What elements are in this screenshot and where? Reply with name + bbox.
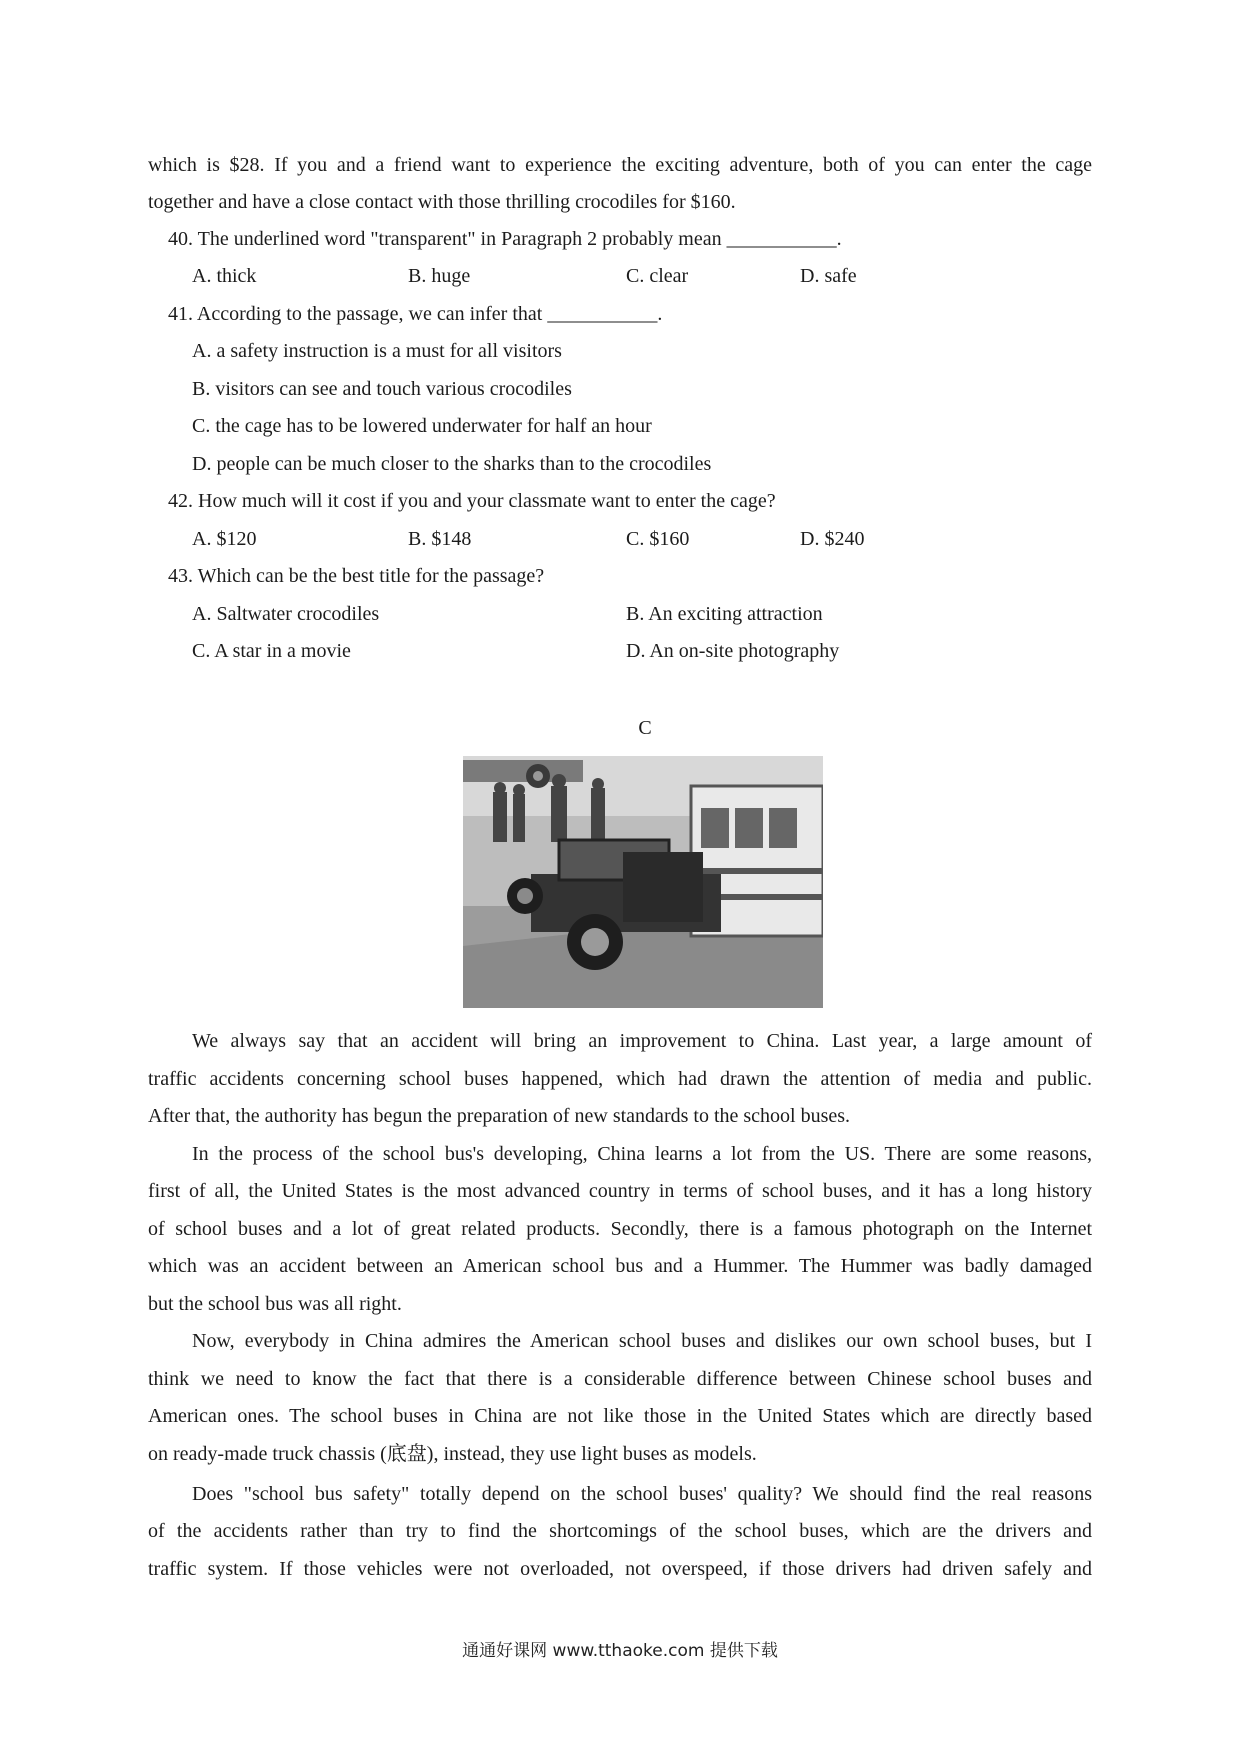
passage-c-p4-line-2: of the accidents rather than try to find the shortcomings of the school buses, which are the drivers and xyxy=(148,1520,1092,1542)
passage-c-p2-line-5: but the school bus was all right. xyxy=(148,1293,402,1315)
question-41-option-a: A. a safety instruction is a must for all visitors xyxy=(192,340,562,362)
question-43-option-c: C. A star in a movie xyxy=(192,640,351,662)
passage-c-p4-line-1: Does "school bus safety" totally depend on the school buses' quality? We should find the real reasons xyxy=(192,1483,1092,1505)
question-42-option-d: D. $240 xyxy=(800,528,865,550)
question-43-option-a: A. Saltwater crocodiles xyxy=(192,603,380,625)
passage-c-p2-line-3: of school buses and a lot of great related products. Secondly, there is a famous photograph on the Internet xyxy=(148,1218,1092,1240)
passage-c-p2-line-4: which was an accident between an American school bus and a Hummer. The Hummer was badly damaged xyxy=(148,1255,1092,1277)
question-40-option-c: C. clear xyxy=(626,265,689,287)
passage-c-p2-line-2: first of all, the United States is the most advanced country in terms of school buses, and it has a long history xyxy=(148,1180,1092,1202)
question-41-option-c: C. the cage has to be lowered underwater for half an hour xyxy=(192,415,652,437)
question-40-option-d: D. safe xyxy=(800,265,857,287)
passage-c-p3-line-4: on ready-made truck chassis (底盘), instead, they use light buses as models. xyxy=(148,1443,757,1465)
passage-c-p4-line-3: traffic system. If those vehicles were not overloaded, not overspeed, if those drivers had driven safely and xyxy=(148,1558,1092,1580)
question-41-option-d: D. people can be much closer to the sharks than to the crocodiles xyxy=(192,453,712,475)
question-42-stem: 42. How much will it cost if you and your classmate want to enter the cage? xyxy=(168,490,776,512)
question-42-option-a: A. $120 xyxy=(192,528,257,550)
question-43-stem: 43. Which can be the best title for the passage? xyxy=(168,565,545,587)
section-c-heading: C xyxy=(638,717,652,739)
question-43-option-d: D. An on-site photography xyxy=(626,640,840,662)
passage-c-p3-line-2: think we need to know the fact that there is a considerable difference between Chinese school buses and xyxy=(148,1368,1092,1390)
passage-b-line-2: together and have a close contact with those thrilling crocodiles for $160. xyxy=(148,191,736,213)
passage-c-p3-line-1: Now, everybody in China admires the American school buses and dislikes our own school buses, but I xyxy=(192,1330,1092,1352)
passage-c-p2-line-1: In the process of the school bus's developing, China learns a lot from the US. There are some reasons, xyxy=(192,1143,1092,1165)
passage-c-p1-line-3: After that, the authority has begun the preparation of new standards to the school buses. xyxy=(148,1105,851,1127)
question-42-option-b: B. $148 xyxy=(408,528,472,550)
question-41-stem: 41. According to the passage, we can infer that ___________. xyxy=(168,303,663,325)
accident-photo xyxy=(463,756,823,1008)
question-43-option-b: B. An exciting attraction xyxy=(626,603,823,625)
passage-c-p3-line-3: American ones. The school buses in China are not like those in the United States which are directly based xyxy=(148,1405,1092,1427)
passage-c-p1-line-1: We always say that an accident will bring an improvement to China. Last year, a large amount of xyxy=(192,1030,1092,1052)
question-41-option-b: B. visitors can see and touch various crocodiles xyxy=(192,378,572,400)
question-42-option-c: C. $160 xyxy=(626,528,690,550)
passage-b-line-1: which is $28. If you and a friend want to experience the exciting adventure, both of you can enter the cage xyxy=(148,154,1092,176)
question-40-option-b: B. huge xyxy=(408,265,471,287)
question-40-stem: 40. The underlined word "transparent" in Paragraph 2 probably mean ___________. xyxy=(168,228,842,250)
passage-c-p1-line-2: traffic accidents concerning school buses happened, which had drawn the attention of media and public. xyxy=(148,1068,1092,1090)
question-40-option-a: A. thick xyxy=(192,265,257,287)
page-footer: 通通好课网 www.tthaoke.com 提供下载 xyxy=(462,1641,778,1661)
